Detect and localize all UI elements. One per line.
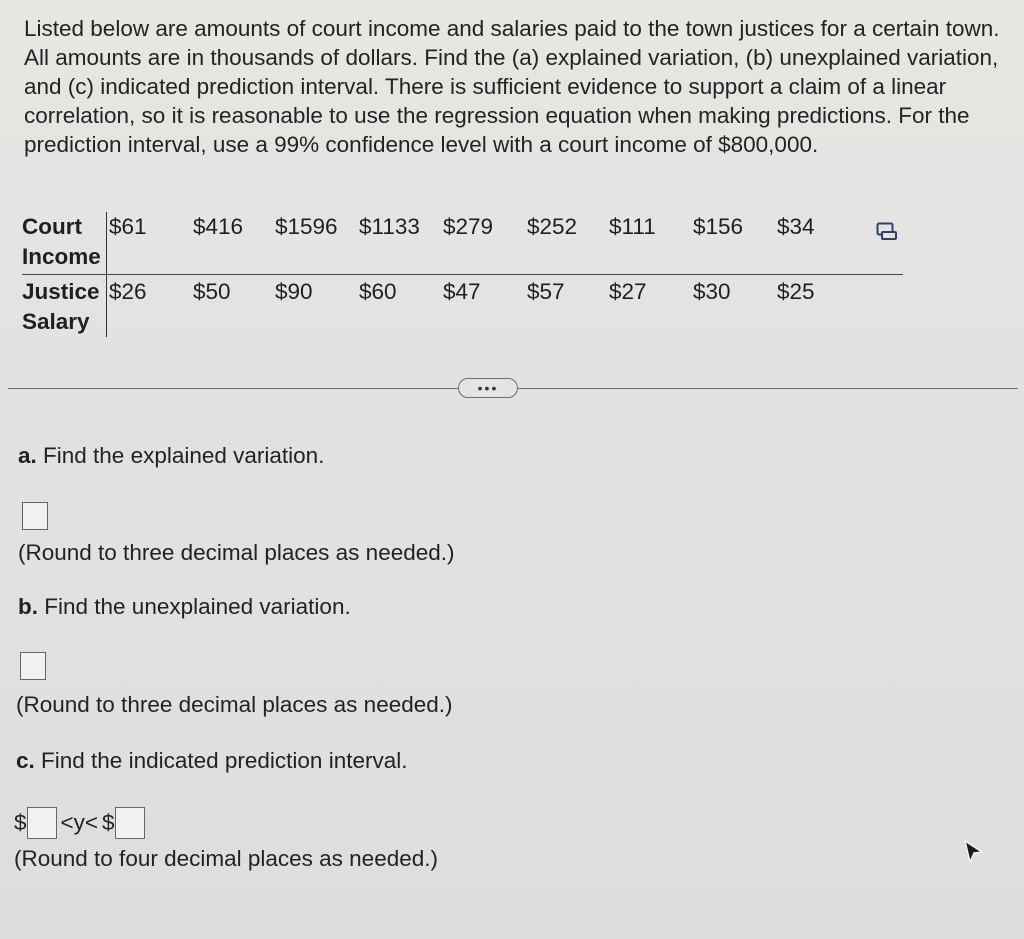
part-a-label (18, 443, 324, 469)
table-cell: $1133 (359, 214, 420, 239)
table-cell: $61 (109, 214, 147, 239)
dollar-sign-right: $ (102, 810, 115, 835)
table-cell: $57 (527, 279, 565, 304)
part-c-label (16, 748, 407, 774)
question-text: Listed below are amounts of court income and salaries paid to the town justices for a certain town. All amounts are in thousands of dollars. Find the (a) explained variation, (b) unexplained variation, and (c) indicated prediction interval. There is sufficient evidence to support a claim of a linear correlation, so it is reasonable to use the regression equation when making predictions. For the prediction interval, use a 99% confidence level with a court income of $800,000. (24, 16, 1000, 157)
table-cell: $34 (777, 214, 815, 239)
part-c-prompt: Find the indicated prediction interval. (34, 748, 408, 773)
row-header-justice-salary (22, 275, 107, 338)
part-b-prompt: Find the unexplained variation. (38, 594, 351, 619)
mouse-pointer-icon (962, 838, 986, 866)
table-cell: $279 (443, 214, 494, 239)
table-row-justice-salary (22, 275, 903, 338)
part-b-letter: b. (18, 594, 38, 619)
unexplained-variation-input[interactable] (20, 652, 46, 680)
part-a-hint: (Round to three decimal places as needed.) (18, 540, 455, 565)
part-a-letter: a. (18, 443, 37, 468)
table-cell: $27 (609, 279, 647, 304)
row-header-justice-line2: Salary (22, 309, 90, 334)
prediction-interval-row (14, 806, 145, 840)
table-cell: $156 (693, 214, 744, 239)
table-cell: $30 (693, 279, 731, 304)
interval-inequality: <y< (60, 810, 99, 835)
table-cells-court-income (107, 212, 904, 275)
ellipsis-icon[interactable]: ••• (458, 378, 518, 398)
row-header-justice-line1: Justice (22, 279, 100, 304)
table-cell: $252 (527, 214, 578, 239)
interval-lower-input[interactable] (27, 807, 57, 839)
explained-variation-input[interactable] (22, 502, 48, 530)
table-cells-justice-salary (107, 275, 904, 338)
table-cell: $26 (109, 279, 147, 304)
part-b-hint: (Round to three decimal places as needed.) (16, 692, 453, 717)
part-c-letter: c. (16, 748, 35, 773)
part-c-hint: (Round to four decimal places as needed.) (14, 846, 438, 871)
table-cell: $47 (443, 279, 481, 304)
table-cell: $111 (609, 214, 656, 239)
table-cell: $90 (275, 279, 313, 304)
part-b-label (18, 594, 351, 620)
part-a-prompt: Find the explained variation. (36, 443, 325, 468)
table-cell: $416 (193, 214, 244, 239)
table-cell: $25 (777, 279, 815, 304)
copy-icon[interactable] (876, 222, 898, 242)
table-cell: $60 (359, 279, 397, 304)
data-table (22, 212, 903, 337)
row-header-court-line1: Court (22, 214, 82, 239)
table-cell: $1596 (275, 214, 338, 239)
table-cell: $50 (193, 279, 231, 304)
interval-upper-input[interactable] (115, 807, 145, 839)
row-header-court-income (22, 212, 107, 275)
dollar-sign-left: $ (14, 810, 27, 835)
row-header-court-line2: Income (22, 244, 101, 269)
table-row-court-income (22, 212, 903, 275)
